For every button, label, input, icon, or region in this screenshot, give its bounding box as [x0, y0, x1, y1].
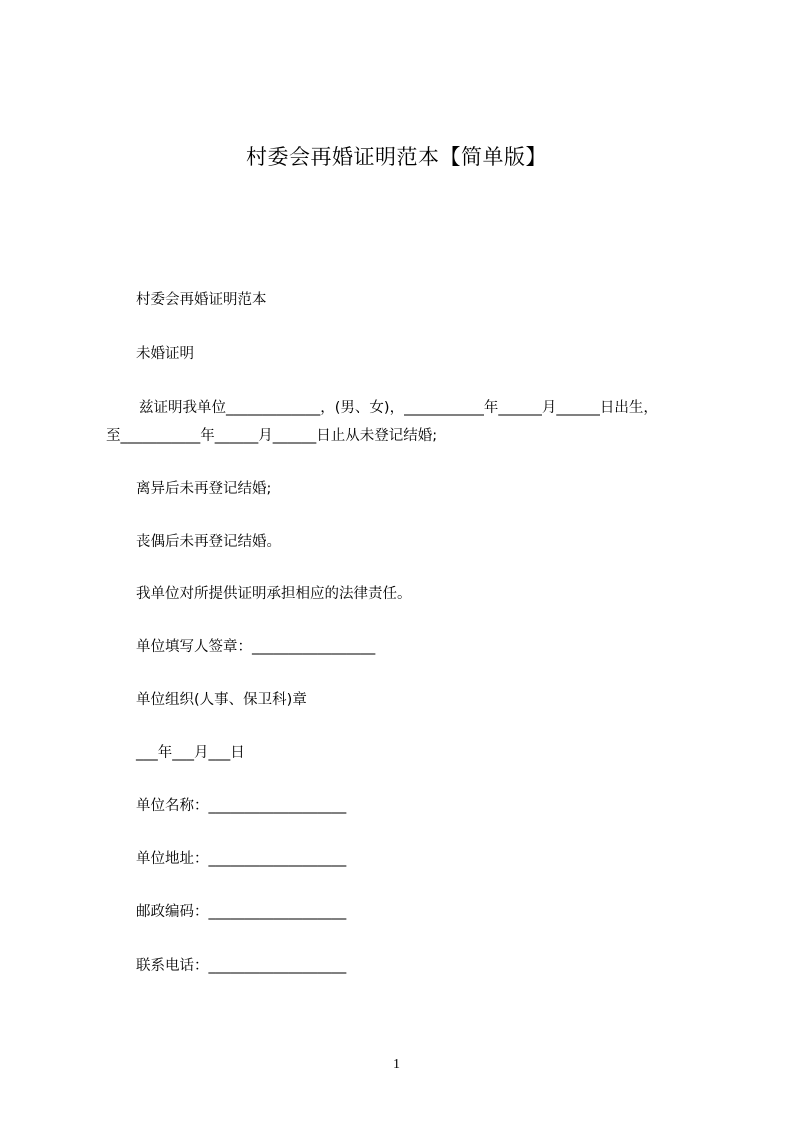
certification-statement-line-2: 至___________年______月______日止从未登记结婚;: [106, 428, 438, 444]
unit-address-field: 单位地址：___________________: [136, 851, 347, 867]
certificate-type-label: 未婚证明: [136, 346, 194, 362]
certification-statement-line-1: 兹证明我单位_____________，(男、女)，___________年______月______日出生，: [139, 400, 658, 416]
contact-phone-field: 联系电话：___________________: [136, 958, 347, 974]
document-title: 村委会再婚证明范本【简单版】: [246, 145, 547, 169]
section-heading: 村委会再婚证明范本: [136, 292, 267, 308]
legal-responsibility-statement: 我单位对所提供证明承担相应的法律责任。: [136, 586, 412, 602]
widowed-clause: 丧偶后未再登记结婚。: [136, 534, 281, 550]
date-field: ___年___月___日: [136, 745, 245, 761]
divorced-clause: 离异后未再登记结婚;: [136, 481, 272, 497]
unit-name-field: 单位名称：___________________: [136, 798, 347, 814]
organization-seal-label: 单位组织(人事、保卫科)章: [136, 692, 307, 708]
postal-code-field: 邮政编码：___________________: [136, 904, 347, 920]
signer-signature-field: 单位填写人签章：_________________: [136, 639, 376, 655]
page-number: 1: [393, 1057, 400, 1072]
